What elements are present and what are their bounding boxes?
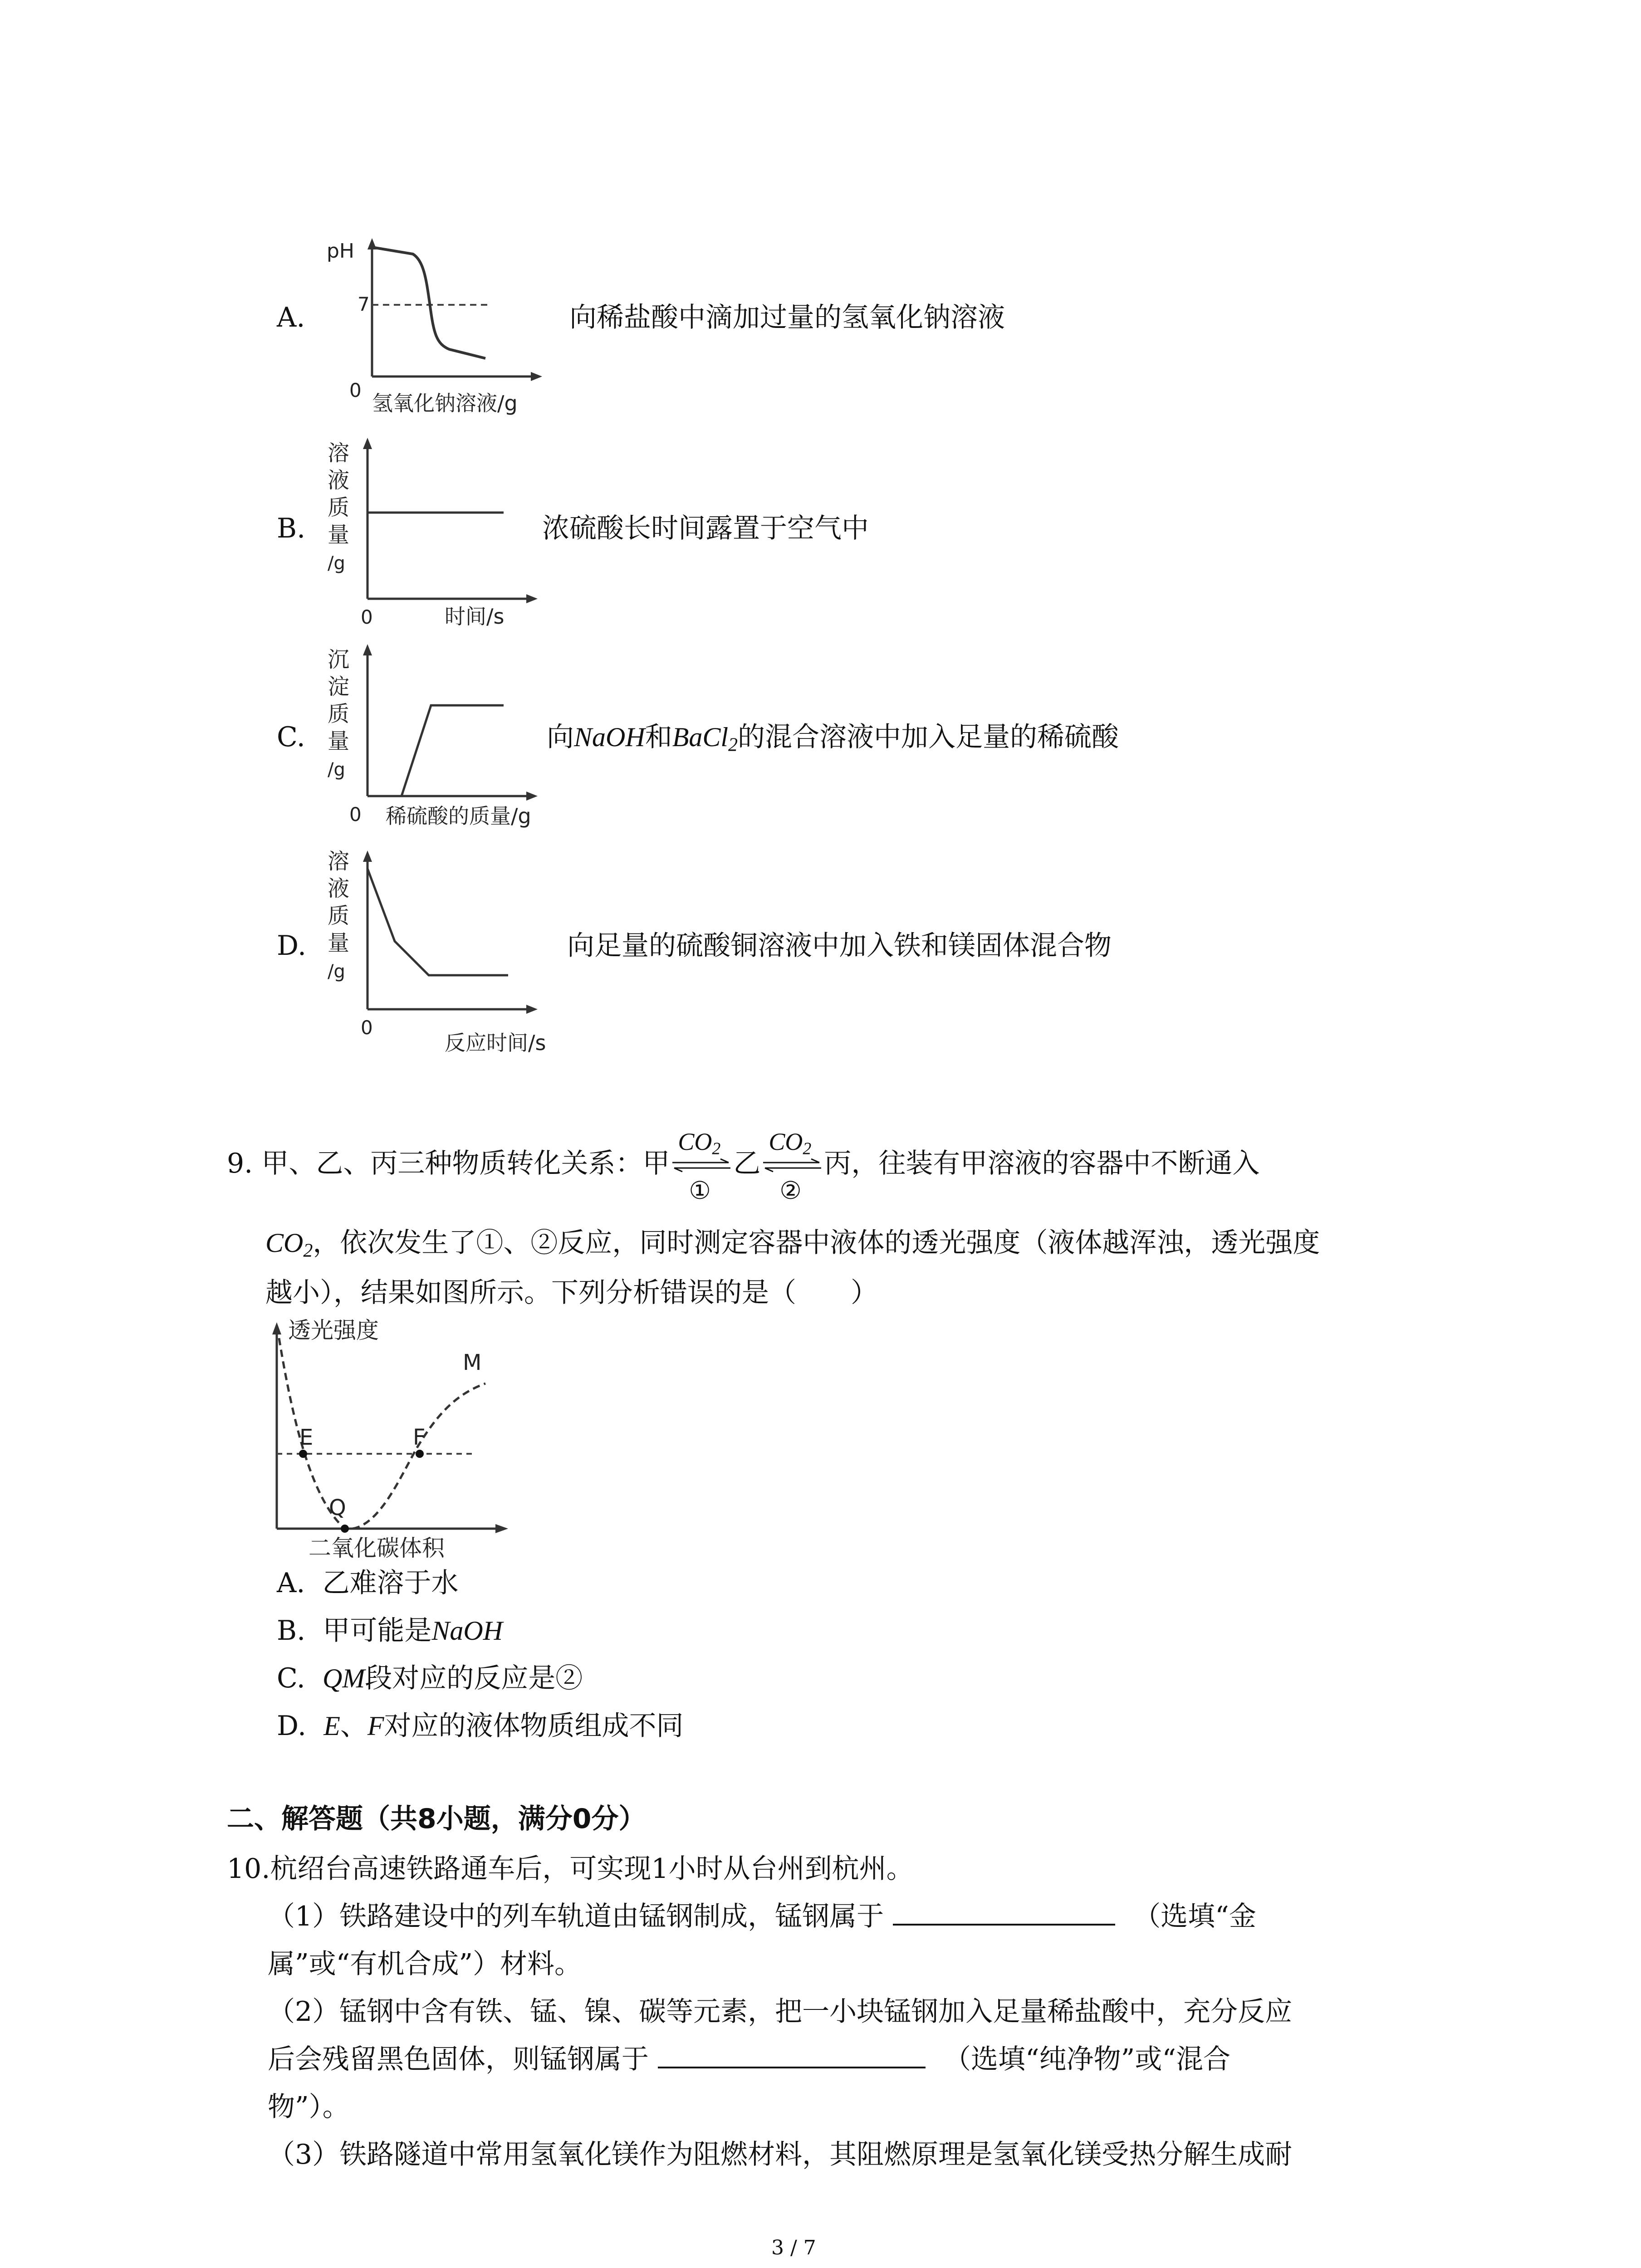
q9-graph-xlabel: 二氧化碳体积	[309, 1535, 445, 1561]
graph-d-ylabel-3: 质	[328, 903, 350, 929]
option-d-desc: 向足量的硫酸铜溶液中加入铁和镁固体混合物	[567, 930, 1112, 962]
option-b-graph	[318, 431, 572, 640]
q10-part2-line2: 后会残留黑色固体，则锰钢属于 （选填“纯净物”或“混合	[268, 2043, 1231, 2075]
q9-graph-ylabel: 透光强度	[288, 1317, 379, 1344]
q9-stem-line3: 越小），结果如图所示。下列分析错误的是（ ）	[265, 1277, 878, 1309]
q9-option-a: A. 乙难溶于水	[277, 1567, 459, 1599]
q10-part1-line1: （1）铁路建设中的列车轨道由锰钢制成，锰钢属于 （选填“金	[268, 1901, 1256, 1932]
graph-a-ylabel: pH	[327, 240, 355, 263]
formula-naoh: NaOH	[574, 722, 645, 752]
q9-graph	[263, 1315, 526, 1569]
option-d-graph	[318, 844, 572, 1061]
q9-option-b: B. 甲可能是NaOH	[277, 1615, 503, 1647]
answer-blank-1[interactable]	[893, 1919, 1115, 1926]
option-b-desc: 浓硫酸长时间露置于空气中	[542, 513, 869, 544]
answer-blank-2[interactable]	[658, 2062, 926, 2068]
q10-part2-line3: 物”）。	[268, 2091, 350, 2123]
option-b-letter: B.	[277, 513, 306, 544]
option-c-desc: 向NaOH和BaCl$_2$的混合溶液中加入足量的稀硫酸	[547, 721, 1119, 756]
q10-stem: 10.杭绍台高速铁路通车后，可实现1小时从台州到杭州。	[227, 1853, 914, 1885]
graph-d-ylabel-1: 溶	[328, 849, 350, 874]
q9-option-c: C. QM段对应的反应是②	[277, 1662, 583, 1694]
option-a-letter: A.	[277, 302, 305, 333]
q10-part1-line2: 属”或“有机合成”）材料。	[268, 1948, 582, 1980]
graph-b-ylabel-1: 溶	[328, 440, 350, 466]
graph-a-ytick: 7	[358, 293, 370, 315]
graph-d-ylabel-5: /g	[328, 961, 345, 982]
q9-number: 9.	[227, 1148, 253, 1179]
q9-point-m: M	[463, 1350, 482, 1375]
graph-b-xlabel: 时间/s	[445, 604, 505, 629]
option-a-desc: 向稀盐酸中滴加过量的氢氧化钠溶液	[569, 302, 1005, 333]
q9-stem-line2: $CO_2$，依次发生了①、②反应，同时测定容器中液体的透光强度（液体越浑浊，透光强度	[265, 1227, 1320, 1261]
graph-c-ylabel-1: 沉	[328, 647, 350, 672]
q9-point-f: F	[413, 1425, 426, 1450]
q10-part2-line1: （2）锰钢中含有铁、锰、镍、碳等元素，把一小块锰钢加入足量稀盐酸中，充分反应	[268, 1996, 1293, 2028]
option-c-graph	[318, 642, 572, 841]
graph-b-origin: 0	[361, 606, 373, 628]
graph-c-origin: 0	[349, 803, 362, 826]
section-2-title: 二、解答题（共8小题，满分0分）	[227, 1803, 646, 1835]
graph-d-ylabel-4: 量	[328, 930, 350, 956]
q9-option-d: D. E、F对应的液体物质组成不同	[277, 1710, 684, 1742]
graph-d-origin: 0	[361, 1017, 373, 1039]
graph-b-ylabel-5: /g	[328, 553, 345, 574]
graph-b-ylabel-4: 量	[328, 522, 350, 547]
graph-c-xlabel: 稀硫酸的质量/g	[386, 804, 531, 828]
conversion-arrow-2: $CO_2$ ②	[760, 1147, 824, 1183]
graph-d-ylabel-2: 液	[328, 876, 350, 901]
q9-stem-line1: 9. 甲、乙、丙三种物质转化关系：甲 $CO_2$ ① 乙 $CO_2$ ② 丙，往装有甲溶液的容器中不断通入	[227, 1128, 1260, 1205]
graph-c-ylabel-4: 量	[328, 728, 350, 754]
graph-c-ylabel-3: 质	[328, 701, 350, 727]
q9-point-q: Q	[329, 1495, 346, 1520]
option-c-letter: C.	[277, 721, 305, 753]
graph-c-ylabel-5: /g	[328, 759, 345, 780]
graph-b-ylabel-2: 液	[328, 468, 350, 493]
graph-d-xlabel: 反应时间/s	[445, 1031, 546, 1055]
graph-a-xlabel: 氢氧化钠溶液/g	[372, 391, 518, 415]
page-number: 3 / 7	[771, 2236, 816, 2259]
option-d-letter: D.	[277, 930, 307, 962]
conversion-arrow-1: $CO_2$ ①	[670, 1147, 733, 1183]
graph-c-ylabel-2: 淀	[328, 674, 350, 699]
formula-bacl2: BaCl	[672, 722, 729, 752]
option-a-graph	[318, 227, 572, 426]
graph-b-ylabel-3: 质	[328, 495, 350, 520]
q10-part3-line1: （3）铁路隧道中常用氢氧化镁作为阻燃材料，其阻燃原理是氢氧化镁受热分解生成耐	[268, 2139, 1293, 2170]
graph-a-origin: 0	[349, 379, 362, 401]
q9-point-e: E	[299, 1425, 314, 1450]
